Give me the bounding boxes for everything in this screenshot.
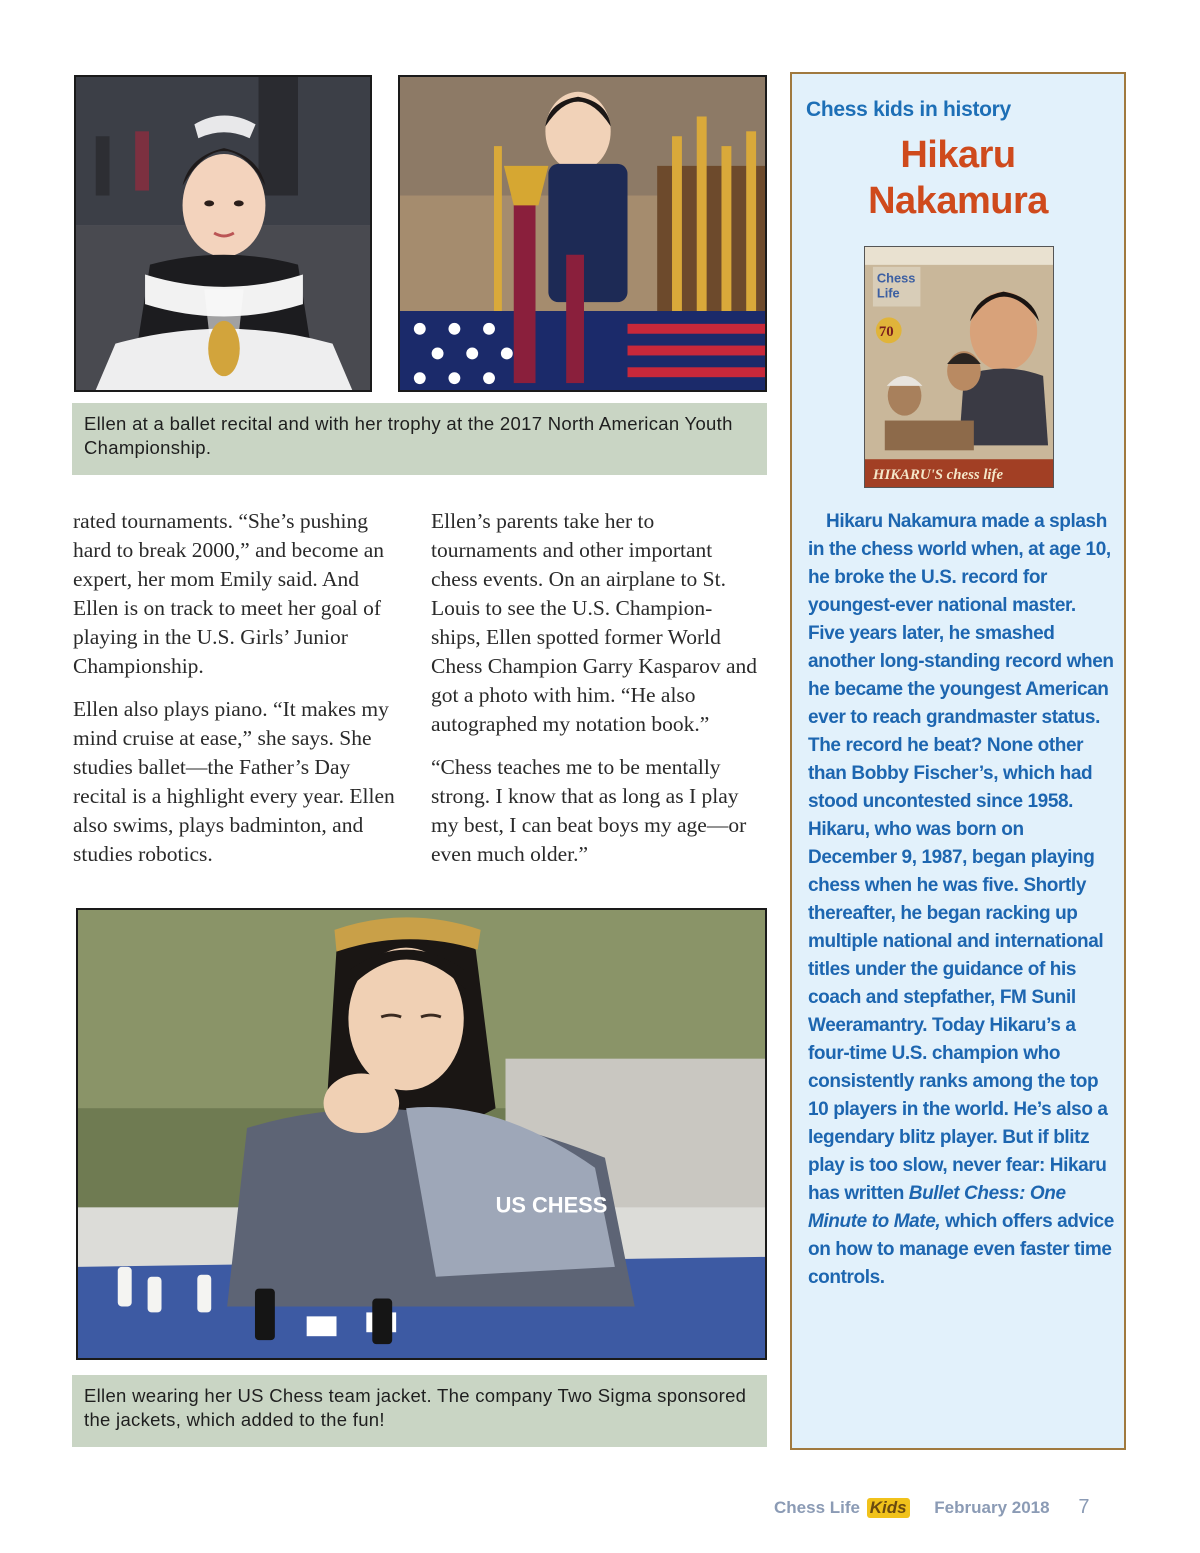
bottom-photo-caption: Ellen wearing her US Chess team jacket. The company Two Sigma sponsored the jackets, which added to the fun!: [72, 1375, 767, 1447]
sidebar-title-line-1: Hikaru: [900, 134, 1016, 176]
sidebar-kicker: Chess kids in history: [806, 98, 1011, 121]
cover-bottom-title: HIKARU'S chess life: [872, 467, 1004, 484]
footer-issue-date: February 2018: [934, 1498, 1050, 1517]
book-title: Bullet Chess: One Minute to Mate,: [808, 1183, 1066, 1232]
article-paragraph: “Chess teaches me to be mentally strong. I know that as long as I play my best, I can beat boys my age—or even much older.”: [431, 755, 747, 866]
sidebar-body-text: [808, 508, 1114, 1292]
top-photo-caption: Ellen at a ballet recital and with her trophy at the 2017 North American Youth Championship.: [72, 403, 767, 475]
article-paragraph: Ellen also plays piano. “It makes my mind cruise at ease,” she says. She studies ballet—the Father’s Day recital is a highlight every year. Ellen also swims, plays badminton, and studies robotics.: [73, 697, 395, 866]
cover-masthead-line-1: Chess: [876, 270, 916, 286]
history-sidebar: [790, 72, 1126, 1450]
chess-life-cover-image: [864, 246, 1054, 488]
ballet-recital-photo: [74, 75, 372, 392]
page-footer: [774, 1496, 1089, 1519]
article-paragraph: rated tournaments. “She’s pushing hard to break 2000,” and become an expert, her mom Emily said. And Ellen is on track to meet her goal of playing in the U.S. Girls’ Junior Championship.: [73, 509, 385, 678]
sidebar-text-main: Hikaru Nakamura made a splash in the chess world when, at age 10, he broke the U.S. record for youngest-ever national master. Five years later, he smashed another long-standing record when he became the youngest American ever to reach grandmaster status. The record he beat? None other than Bobby Fischer’s, which had stood uncontested since 1958. Hikaru, who was born on December 9, 1987, began playing chess when he was five. Shortly thereafter, he began racking up multiple national and international titles under the guidance of his coach and stepfather, FM Sunil Weeramantry. Today Hikaru’s a four-time U.S. champion who consistently ranks among the top 10 players in the world. He’s also a legendary blitz player. But if blitz play is too slow, never fear: Hikaru has written: [808, 511, 1114, 1204]
trophy-photo: [398, 75, 767, 392]
footer-magazine-name: Chess Life: [774, 1498, 860, 1517]
cover-masthead-line-2: Life: [876, 285, 900, 301]
article-column-2: [431, 507, 761, 883]
sidebar-title: [792, 132, 1124, 224]
chess-jacket-photo: [76, 908, 767, 1360]
sidebar-title-line-2: Nakamura: [868, 180, 1048, 222]
article-column-1: [73, 507, 403, 883]
article-paragraph: Ellen’s parents take her to tournaments and other important chess events. On an airplane to St. Louis to see the U.S. Champion-ships, Ellen spotted former World Chess Champion Garry Kasparov and got a photo with him. “He also autographed my notation book.”: [431, 509, 758, 736]
cover-anniversary: 70: [878, 324, 894, 341]
page-number: 7: [1078, 1496, 1090, 1518]
sidebar-text-end: which offers advice on how to manage even faster time controls.: [808, 1211, 1114, 1288]
footer-kids-badge: Kids: [867, 1498, 910, 1518]
jacket-logo-text: US CHESS: [495, 1192, 608, 1218]
